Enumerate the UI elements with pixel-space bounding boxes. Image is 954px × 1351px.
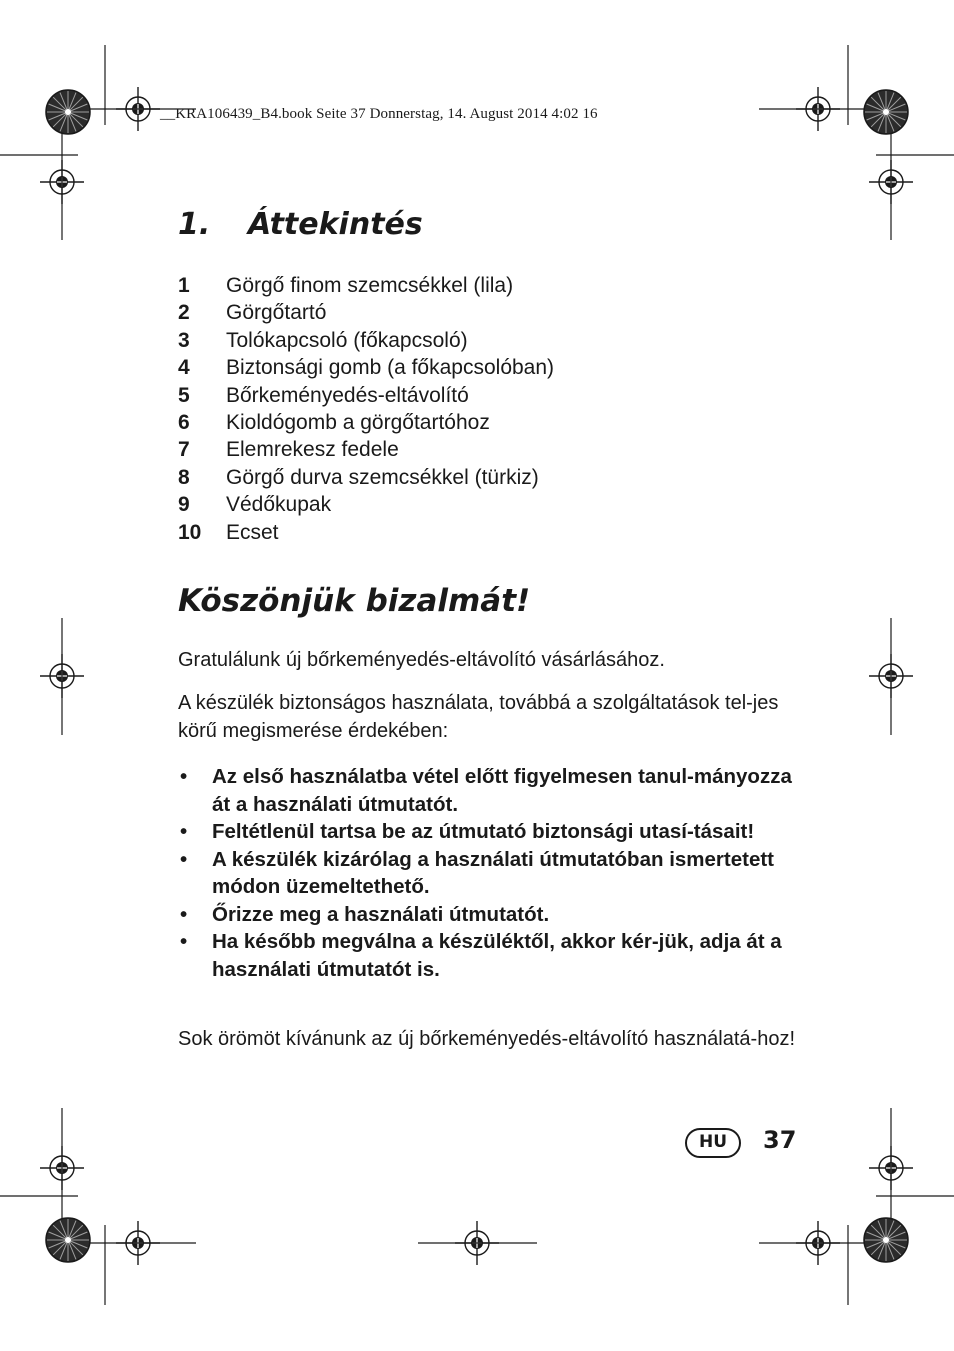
part-label: Védőkupak: [226, 493, 332, 517]
list-item: [178, 901, 808, 929]
section-number: 1.: [178, 207, 211, 242]
list-item: [178, 818, 808, 846]
color-calibration-wheel-icon: [46, 90, 908, 1262]
part-number: 2: [178, 301, 190, 325]
part-number: 5: [178, 383, 190, 407]
closing-paragraph: Sok örömöt kívánunk az új bőrkeményedés-eltávolító használatá-hoz!: [178, 1028, 796, 1050]
list-item: [178, 928, 808, 983]
part-number: 3: [178, 328, 190, 352]
part-number: 7: [178, 438, 190, 462]
section-title: Áttekintés: [248, 207, 423, 242]
part-label: Bőrkeményedés-eltávolító: [226, 383, 469, 407]
bullet-icon: •: [180, 930, 188, 953]
part-number: 4: [178, 356, 190, 380]
list-item: [178, 519, 554, 546]
list-item: [178, 354, 554, 381]
part-label: Görgő finom szemcsékkel (lila): [226, 274, 514, 297]
list-item: [178, 409, 554, 436]
list-item: [178, 491, 554, 518]
page-footer: [685, 1125, 815, 1165]
part-label: Elemrekesz fedele: [226, 438, 399, 462]
list-item: [178, 846, 808, 901]
bullet-icon: •: [180, 847, 188, 871]
part-number: 6: [178, 410, 190, 434]
bullet-icon: •: [180, 820, 188, 843]
list-item: [178, 464, 554, 491]
part-label: Kioldógomb a görgőtartóhoz: [226, 410, 490, 434]
usage-paragraph: A készülék biztonságos használata, továbbá a szolgáltatások tel-jes körű megismerése érdekében:: [178, 692, 779, 742]
list-item: [178, 299, 554, 326]
bullet-text: Ha később megválna a készüléktől, akkor kér-jük, adja át a használati útmutatót is.: [212, 930, 782, 981]
registration-crosshair-icon: [40, 87, 913, 1265]
section-heading-overview: [178, 207, 423, 242]
list-item: [178, 272, 554, 299]
bullet-icon: •: [180, 902, 188, 926]
bullet-icon: •: [180, 765, 188, 788]
page-number: 37: [763, 1126, 797, 1154]
parts-list: [178, 272, 554, 546]
bullet-text: A készülék kizárólag a használati útmutatóban ismertetett módon üzemeltethető.: [212, 847, 775, 898]
list-item: [178, 763, 808, 818]
part-number: 1: [178, 274, 190, 297]
list-item: [178, 436, 554, 463]
bullet-text: Az első használatba vétel előtt figyelmesen tanul-mányozza át a használati útmutatót.: [212, 765, 792, 816]
part-label: Ecset: [226, 520, 279, 544]
part-number: 9: [178, 493, 190, 517]
part-label: Görgő durva szemcsékkel (türkiz): [226, 465, 539, 489]
intro-paragraph: Gratulálunk új bőrkeményedés-eltávolító vásárlásához.: [178, 649, 665, 671]
part-number: 10: [178, 520, 202, 544]
print-file-info: __KRA106439_B4.book Seite 37 Donnerstag, 14. August 2014 4:02 16: [160, 106, 598, 122]
trim-lines: [0, 45, 954, 1305]
list-item: [178, 382, 554, 409]
section-heading-thanks: Köszönjük bizalmát!: [178, 583, 531, 619]
language-badge: HU: [685, 1128, 741, 1158]
bullet-text: Őrizze meg a használati útmutatót.: [212, 902, 550, 926]
part-label: Biztonsági gomb (a főkapcsolóban): [226, 356, 555, 380]
bullet-text: Feltétlenül tartsa be az útmutató biztonsági utasí-tásait!: [212, 820, 755, 843]
safety-bullet-list: [178, 763, 808, 983]
list-item: [178, 327, 554, 354]
part-number: 8: [178, 465, 190, 489]
part-label: Görgőtartó: [226, 301, 327, 325]
part-label: Tolókapcsoló (főkapcsoló): [226, 328, 468, 352]
